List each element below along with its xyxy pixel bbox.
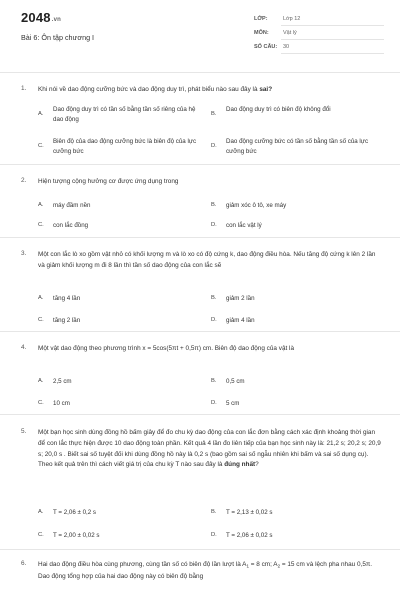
option-letter: D. <box>211 222 217 228</box>
meta-subject-key: MÔN: <box>254 30 269 36</box>
option-text: 2,5 cm <box>53 378 72 385</box>
meta-count-key: SỐ CÂU: <box>254 44 278 50</box>
option-letter: A. <box>38 509 44 515</box>
option-letter: D. <box>211 317 217 323</box>
option-letter: B. <box>211 111 217 117</box>
logo-main: 2048 <box>21 10 51 25</box>
question-number: 4. <box>21 344 27 351</box>
question-divider <box>0 237 400 238</box>
lesson-title: Bài 6: Ôn tập chương I <box>21 33 95 42</box>
option-text: giảm 2 lần <box>226 295 255 302</box>
option-text: Dao động duy trì có biên độ không đổi <box>226 106 331 113</box>
option-letter: A. <box>38 111 44 117</box>
header-divider <box>0 72 400 73</box>
option-text: tăng 2 lần <box>53 317 81 324</box>
question-number: 6. <box>21 560 27 567</box>
option-text: T = 2,13 ± 0,02 s <box>226 509 273 516</box>
question-divider <box>0 331 400 332</box>
meta-count-value: 30 <box>283 44 290 50</box>
option-letter: C. <box>38 222 44 228</box>
subscript: 1 <box>246 563 249 569</box>
logo-suffix: .vn <box>51 17 62 23</box>
option-letter: C. <box>38 532 44 538</box>
option-letter: D. <box>211 143 217 149</box>
option-letter: A. <box>38 295 44 301</box>
option-text: Dao động cưỡng bức có tần số bằng tần số của lực cưỡng bức <box>226 138 369 155</box>
option-text: con lắc đồng <box>53 222 89 229</box>
meta-class-key: LỚP: <box>254 16 268 22</box>
option-letter: C. <box>38 143 44 149</box>
question-text <box>38 560 382 583</box>
option-letter: C. <box>38 400 44 406</box>
question-text-end: ? <box>255 461 259 469</box>
question-divider <box>0 549 400 550</box>
question-text <box>38 428 382 471</box>
option-letter: A. <box>38 378 44 384</box>
question-text-part: = 15 cm và lệch pha nhau 0,5π. Dao động tổng hợp của hai dao động này có biên độ bằng <box>38 561 373 581</box>
meta-class-value: Lớp 12 <box>283 16 301 22</box>
question-text-main: Một bạn học sinh dùng đồng hồ bấm giây để đo chu kỳ dao động của con lắc đơn bằng cách xác định khoảng thời gian để con lắc thực hiện được 10 dao động toàn phần. Kết quả 4 lần đo liên tiếp của bạn học sinh này là: 21,2 s; 20,2 s; 20,9 s; 20,0 s . Biết sai số tuyệt đối khi dùng đồng hồ này là 0,2 s (bao gồm sai số ngẫu nhiên khi bấm và sai số dụng cụ). Theo kết quả trên thì cách viết giá trị của chu kỳ T nào sau đây là <box>38 429 381 469</box>
option-text: Dao động duy trì có tần số bằng tần số riêng của hệ dao động <box>53 106 196 123</box>
question-divider <box>0 164 400 165</box>
option-text: giảm xóc ô tô, xe máy <box>226 202 287 209</box>
option-text: máy đầm nền <box>53 202 91 209</box>
site-logo[interactable] <box>21 10 61 25</box>
meta-class-underline <box>281 25 384 26</box>
option-text: con lắc vật lý <box>226 222 262 229</box>
option-letter: B. <box>211 295 217 301</box>
option-letter: C. <box>38 317 44 323</box>
question-text: Hiện tượng cộng hưởng cơ được ứng dụng trong <box>38 178 179 185</box>
subscript: 2 <box>277 563 281 569</box>
option-letter: D. <box>211 532 217 538</box>
question-number: 5. <box>21 428 27 435</box>
meta-count-underline <box>281 53 384 54</box>
option-text: T = 2,06 ± 0,2 s <box>53 509 97 516</box>
option-letter: B. <box>211 202 217 208</box>
meta-subject <box>254 30 384 42</box>
question-text: Một con lắc lò xo gồm vật nhỏ có khối lượng m và lò xo có độ cứng k, dao động điều hòa. Nếu tăng độ cứng k lên 2 lần và giảm khối lượng m đi 8 lần thì tần số dao động của con lắc sẽ <box>38 251 376 269</box>
meta-class <box>254 16 384 28</box>
question-text <box>38 85 382 96</box>
question-text: Một vật dao động theo phương trình x = 5cos(5πt + 0,5π) cm. Biên độ dao động của vật là <box>38 345 295 352</box>
meta-count <box>254 44 384 56</box>
option-text: tăng 4 lần <box>53 295 81 302</box>
worksheet-header <box>0 0 400 62</box>
option-text: Biên độ của dao động cưỡng bức là biên độ của lực cưỡng bức <box>53 138 197 155</box>
question-number: 2. <box>21 177 27 184</box>
option-text: T = 2,06 ± 0,02 s <box>226 532 273 539</box>
option-text: 5 cm <box>226 400 240 407</box>
option-text: 10 cm <box>53 400 70 407</box>
question-text-part: = 8 cm; A <box>248 561 278 568</box>
option-letter: B. <box>211 378 217 384</box>
question-number: 1. <box>21 85 27 92</box>
option-letter: D. <box>211 400 217 406</box>
option-text: giảm 4 lần <box>226 317 255 324</box>
meta-subject-value: Vật lý <box>283 30 297 36</box>
question-text-emphasis: sai? <box>259 86 273 93</box>
meta-subject-underline <box>281 39 384 40</box>
question-text-part: Hai dao động điều hòa cùng phương, cùng tần số có biên độ lần lượt là A <box>38 561 247 568</box>
question-text-emphasis: đúng nhất <box>224 461 256 469</box>
question-divider <box>0 414 400 415</box>
option-text: T = 2,00 ± 0,02 s <box>53 532 100 539</box>
question-text-main: Khi nói về dao động cưỡng bức và dao động duy trì, phát biểu nào sau đây là <box>38 86 260 93</box>
option-letter: B. <box>211 509 217 515</box>
question-number: 3. <box>21 250 27 257</box>
option-text: 0,5 cm <box>226 378 245 385</box>
option-letter: A. <box>38 202 44 208</box>
